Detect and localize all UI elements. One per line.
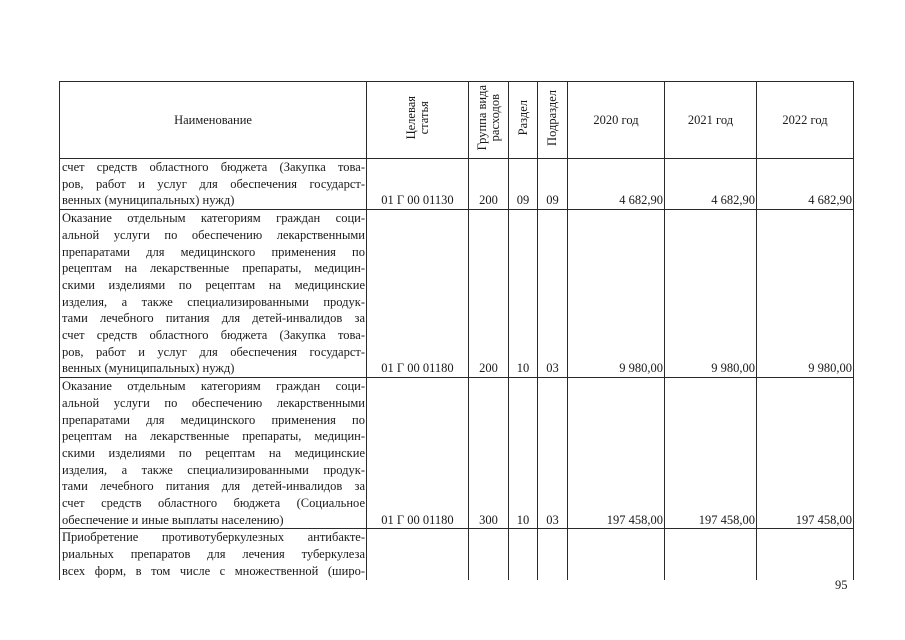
name-line: Оказание отдельным категориям граждан соци- bbox=[62, 379, 365, 394]
table-row bbox=[60, 159, 854, 210]
name-line: венных (муниципальных) нужд) bbox=[62, 361, 235, 376]
name-line: Оказание отдельным категориям граждан соци- bbox=[62, 211, 365, 226]
row-value-2020 bbox=[568, 529, 665, 580]
row-subsection: 03 bbox=[538, 210, 568, 378]
row-subsection bbox=[538, 529, 568, 580]
name-line: Приобретение противотуберкулезных антибакте- bbox=[62, 530, 365, 545]
name-line: препаратами для медицинского применения по bbox=[62, 412, 365, 427]
row-value-2022: 197 458,00 bbox=[757, 378, 854, 529]
name-line: венных (муниципальных) нужд) bbox=[62, 193, 235, 208]
name-line: счет средств областного бюджета (Закупка това- bbox=[62, 328, 365, 343]
row-value-2021 bbox=[665, 529, 757, 580]
name-line: тами лечебного питания для детей-инвалидов за bbox=[62, 311, 365, 326]
header-year-2020: 2020 год bbox=[568, 82, 665, 159]
name-line: рецептам на лекарственные препараты, медицин- bbox=[62, 261, 365, 276]
row-subsection: 09 bbox=[538, 159, 568, 210]
name-line: обеспечение и иные выплаты населению) bbox=[62, 512, 284, 527]
name-line: рецептам на лекарственные препараты, медицин- bbox=[62, 429, 365, 444]
name-line: счет средств областного бюджета (Социальное bbox=[62, 496, 365, 511]
row-value-2021: 197 458,00 bbox=[665, 378, 757, 529]
name-line: ров, работ и услуг для обеспечения государст- bbox=[62, 176, 365, 191]
name-line: скими изделиями по рецептам на медицинские bbox=[62, 445, 365, 460]
header-article: Целевая статья bbox=[367, 82, 469, 159]
name-line: всех форм, в том числе с множественной (широ- bbox=[62, 563, 365, 578]
row-name bbox=[60, 210, 367, 378]
row-name bbox=[60, 529, 367, 580]
header-year-2022: 2022 год bbox=[757, 82, 854, 159]
name-line: альной услуги по обеспечению лекарственными bbox=[62, 227, 365, 242]
row-section: 10 bbox=[509, 378, 538, 529]
row-expense-group: 300 bbox=[469, 378, 509, 529]
row-value-2022: 9 980,00 bbox=[757, 210, 854, 378]
table-row bbox=[60, 529, 854, 580]
budget-table bbox=[59, 81, 854, 580]
row-value-2021: 4 682,90 bbox=[665, 159, 757, 210]
row-expense-group: 200 bbox=[469, 210, 509, 378]
header-expense-group: Группа вида расходов bbox=[469, 82, 509, 159]
name-line: риальных препаратов для лечения туберкулеза bbox=[62, 547, 365, 562]
name-line: препаратами для медицинского применения по bbox=[62, 244, 365, 259]
row-subsection: 03 bbox=[538, 378, 568, 529]
row-value-2021: 9 980,00 bbox=[665, 210, 757, 378]
name-line: тами лечебного питания для детей-инвалидов за bbox=[62, 479, 365, 494]
row-article: 01 Г 00 01130 bbox=[367, 159, 469, 210]
row-value-2020: 9 980,00 bbox=[568, 210, 665, 378]
row-article: 01 Г 00 01180 bbox=[367, 378, 469, 529]
table-row bbox=[60, 210, 854, 378]
row-value-2022 bbox=[757, 529, 854, 580]
row-section: 10 bbox=[509, 210, 538, 378]
header-section: Раздел bbox=[509, 82, 538, 159]
table-header-row bbox=[60, 82, 854, 159]
name-line: скими изделиями по рецептам на медицинские bbox=[62, 277, 365, 292]
row-name bbox=[60, 378, 367, 529]
name-line: изделия, а также специализированными продук- bbox=[62, 462, 365, 477]
row-name bbox=[60, 159, 367, 210]
row-expense-group: 200 bbox=[469, 159, 509, 210]
name-line: альной услуги по обеспечению лекарственными bbox=[62, 395, 365, 410]
header-year-2021: 2021 год bbox=[665, 82, 757, 159]
row-section bbox=[509, 529, 538, 580]
name-line: изделия, а также специализированными продук- bbox=[62, 294, 365, 309]
name-line: ров, работ и услуг для обеспечения государст- bbox=[62, 344, 365, 359]
name-line: счет средств областного бюджета (Закупка това- bbox=[62, 160, 365, 174]
row-section: 09 bbox=[509, 159, 538, 210]
header-subsection: Подраздел bbox=[538, 82, 568, 159]
row-expense-group bbox=[469, 529, 509, 580]
page-number: 95 bbox=[835, 578, 848, 592]
header-name: Наименование bbox=[60, 82, 367, 159]
table-row bbox=[60, 378, 854, 529]
row-article bbox=[367, 529, 469, 580]
row-article: 01 Г 00 01180 bbox=[367, 210, 469, 378]
row-value-2022: 4 682,90 bbox=[757, 159, 854, 210]
row-value-2020: 197 458,00 bbox=[568, 378, 665, 529]
row-value-2020: 4 682,90 bbox=[568, 159, 665, 210]
